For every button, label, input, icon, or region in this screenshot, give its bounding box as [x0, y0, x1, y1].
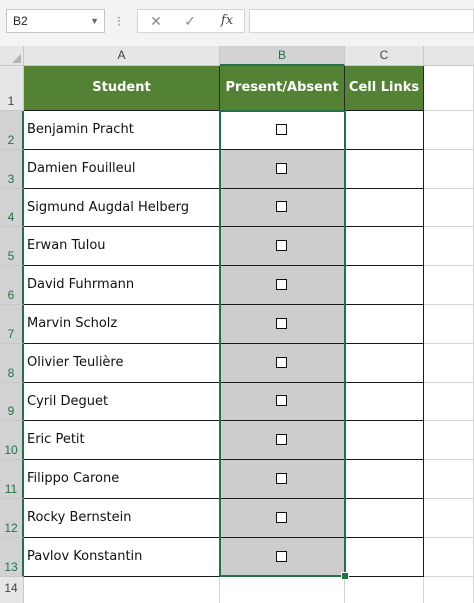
enter-icon[interactable]: ✓ — [184, 13, 196, 29]
row-header-6[interactable] — [0, 266, 24, 305]
student-name-cell[interactable]: Rocky Bernstein — [24, 499, 220, 538]
name-box-value: B2 — [13, 14, 28, 28]
column-header-c[interactable]: C — [345, 46, 424, 66]
empty-cell[interactable] — [424, 499, 474, 538]
row-number: 6 — [7, 287, 15, 302]
cell-link-cell[interactable] — [345, 460, 424, 499]
present-absent-cell[interactable] — [220, 344, 345, 383]
present-absent-cell[interactable] — [220, 111, 345, 150]
empty-cell[interactable] — [424, 421, 474, 460]
empty-cell[interactable] — [424, 344, 474, 383]
checkbox[interactable] — [276, 124, 287, 135]
student-name-cell[interactable]: Benjamin Pracht — [24, 111, 220, 150]
row-number: 2 — [7, 132, 15, 147]
row-number: 4 — [7, 210, 15, 225]
row-number: 8 — [7, 365, 15, 380]
row-header-1[interactable] — [0, 66, 24, 111]
student-name-cell[interactable]: Erwan Tulou — [24, 227, 220, 266]
formula-buttons — [137, 9, 245, 33]
student-name-cell[interactable]: Sigmund Augdal Helberg — [24, 189, 220, 228]
row-number: 5 — [7, 249, 15, 264]
row-number: 12 — [4, 520, 18, 535]
checkbox[interactable] — [276, 279, 287, 290]
empty-cell[interactable] — [424, 189, 474, 228]
row-header-10[interactable] — [0, 421, 24, 460]
student-name-cell[interactable]: Cyril Deguet — [24, 383, 220, 422]
row-header-8[interactable] — [0, 344, 24, 383]
checkbox[interactable] — [276, 318, 287, 329]
row-header-3[interactable] — [0, 150, 24, 189]
header-cell-links[interactable]: Cell Links — [345, 66, 424, 111]
formula-input[interactable] — [249, 9, 474, 33]
header-student[interactable]: Student — [24, 66, 220, 111]
grip-icon: ⁝ — [116, 13, 122, 29]
present-absent-cell[interactable] — [220, 305, 345, 344]
empty-cell[interactable] — [220, 577, 345, 603]
row-header-11[interactable] — [0, 460, 24, 499]
empty-cell[interactable] — [424, 305, 474, 344]
empty-cell[interactable] — [424, 460, 474, 499]
checkbox[interactable] — [276, 434, 287, 445]
cell-link-cell[interactable] — [345, 266, 424, 305]
header-present-absent[interactable]: Present/Absent — [220, 66, 345, 111]
cell-link-cell[interactable] — [345, 227, 424, 266]
insert-function-icon[interactable]: fx — [220, 13, 234, 28]
name-box[interactable] — [6, 9, 105, 33]
row-number: 13 — [4, 559, 18, 574]
row-number: 11 — [4, 481, 18, 496]
present-absent-cell[interactable] — [220, 421, 345, 460]
present-absent-cell[interactable] — [220, 460, 345, 499]
cancel-icon[interactable]: ✕ — [150, 13, 162, 29]
cell-link-cell[interactable] — [345, 189, 424, 228]
cell-link-cell[interactable] — [345, 538, 424, 577]
empty-cell[interactable] — [424, 266, 474, 305]
present-absent-cell[interactable] — [220, 383, 345, 422]
cell-link-cell[interactable] — [345, 150, 424, 189]
empty-cell[interactable] — [424, 66, 474, 111]
empty-cell[interactable] — [424, 577, 474, 603]
row-header-12[interactable] — [0, 499, 24, 538]
student-name-cell[interactable]: Marvin Scholz — [24, 305, 220, 344]
checkbox[interactable] — [276, 551, 287, 562]
row-number: 3 — [7, 171, 15, 186]
row-header-14[interactable] — [0, 577, 24, 603]
row-number: 14 — [4, 580, 18, 595]
row-number: 1 — [7, 94, 15, 108]
student-name-cell[interactable]: Eric Petit — [24, 421, 220, 460]
row-header-9[interactable] — [0, 383, 24, 422]
checkbox[interactable] — [276, 473, 287, 484]
column-header-b[interactable]: B — [220, 46, 345, 66]
chevron-down-icon[interactable]: ▼ — [90, 16, 99, 26]
cell-link-cell[interactable] — [345, 383, 424, 422]
empty-cell[interactable] — [424, 538, 474, 577]
checkbox[interactable] — [276, 357, 287, 368]
row-header-13[interactable] — [0, 538, 24, 577]
cell-link-cell[interactable] — [345, 344, 424, 383]
row-header-7[interactable] — [0, 305, 24, 344]
select-all-button[interactable] — [0, 46, 24, 66]
present-absent-cell[interactable] — [220, 227, 345, 266]
present-absent-cell[interactable] — [220, 499, 345, 538]
empty-cell[interactable] — [424, 227, 474, 266]
present-absent-cell[interactable] — [220, 150, 345, 189]
empty-cell[interactable] — [24, 577, 220, 603]
present-absent-cell[interactable] — [220, 266, 345, 305]
cell-link-cell[interactable] — [345, 499, 424, 538]
cell-link-cell[interactable] — [345, 305, 424, 344]
select-all-icon — [12, 54, 21, 63]
checkbox[interactable] — [276, 240, 287, 251]
row-header-2[interactable] — [0, 111, 24, 150]
formula-bar — [0, 0, 474, 46]
cell-link-cell[interactable] — [345, 421, 424, 460]
checkbox[interactable] — [276, 163, 287, 174]
row-number: 7 — [7, 326, 15, 341]
row-header-5[interactable] — [0, 227, 24, 266]
student-name-cell[interactable]: Pavlov Konstantin — [24, 538, 220, 577]
empty-cell[interactable] — [424, 150, 474, 189]
present-absent-cell[interactable] — [220, 538, 345, 577]
row-number: 10 — [4, 443, 18, 458]
column-header-a[interactable]: A — [24, 46, 220, 66]
student-name-cell[interactable]: Filippo Carone — [24, 460, 220, 499]
column-header-d[interactable] — [424, 46, 474, 66]
fill-handle[interactable] — [341, 572, 349, 580]
student-name-cell[interactable]: Damien Fouilleul — [24, 150, 220, 189]
checkbox[interactable] — [276, 201, 287, 212]
empty-cell[interactable] — [424, 383, 474, 422]
checkbox[interactable] — [276, 395, 287, 406]
row-header-4[interactable] — [0, 189, 24, 228]
cell-link-cell[interactable] — [345, 111, 424, 150]
present-absent-cell[interactable] — [220, 189, 345, 228]
row-number: 9 — [7, 404, 15, 419]
empty-cell[interactable] — [424, 111, 474, 150]
student-name-cell[interactable]: Olivier Teulière — [24, 344, 220, 383]
checkbox[interactable] — [276, 512, 287, 523]
empty-cell[interactable] — [345, 577, 424, 603]
student-name-cell[interactable]: David Fuhrmann — [24, 266, 220, 305]
